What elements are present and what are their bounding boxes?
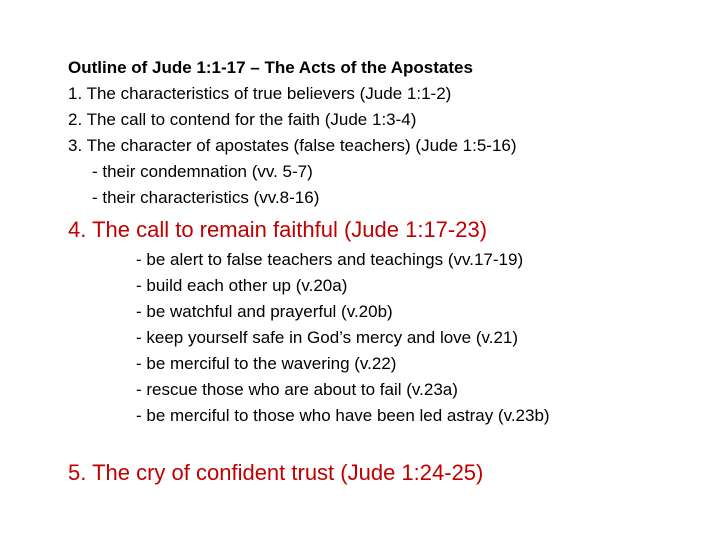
point-4-sub-5: - be merciful to the wavering (v.22)	[136, 354, 397, 373]
point-4-sub-1: - be alert to false teachers and teachings (vv.17-19)	[136, 250, 524, 269]
point-4-sub-3: - be watchful and prayerful (v.20b)	[136, 302, 393, 321]
point-4-heading: 4. The call to remain faithful (Jude 1:17-23)	[68, 217, 488, 242]
point-3-sub-1: - their condemnation (vv. 5-7)	[92, 162, 313, 181]
point-5-heading: 5. The cry of confident trust (Jude 1:24-25)	[68, 460, 484, 485]
point-3: 3. The character of apostates (false teachers) (Jude 1:5-16)	[68, 136, 517, 155]
point-4-sub-7: - be merciful to those who have been led astray (v.23b)	[136, 406, 550, 425]
point-2: 2. The call to contend for the faith (Jude 1:3-4)	[68, 110, 417, 129]
outline-title: Outline of Jude 1:1-17 – The Acts of the Apostates	[68, 58, 473, 77]
point-4-sub-6: - rescue those who are about to fail (v.23a)	[136, 380, 458, 399]
point-4-sub-2: - build each other up (v.20a)	[136, 276, 348, 295]
point-4-sub-4: - keep yourself safe in God’s mercy and love (v.21)	[136, 328, 519, 347]
point-3-sub-2: - their characteristics (vv.8-16)	[92, 188, 320, 207]
point-1: 1. The characteristics of true believers (Jude 1:1-2)	[68, 84, 452, 103]
